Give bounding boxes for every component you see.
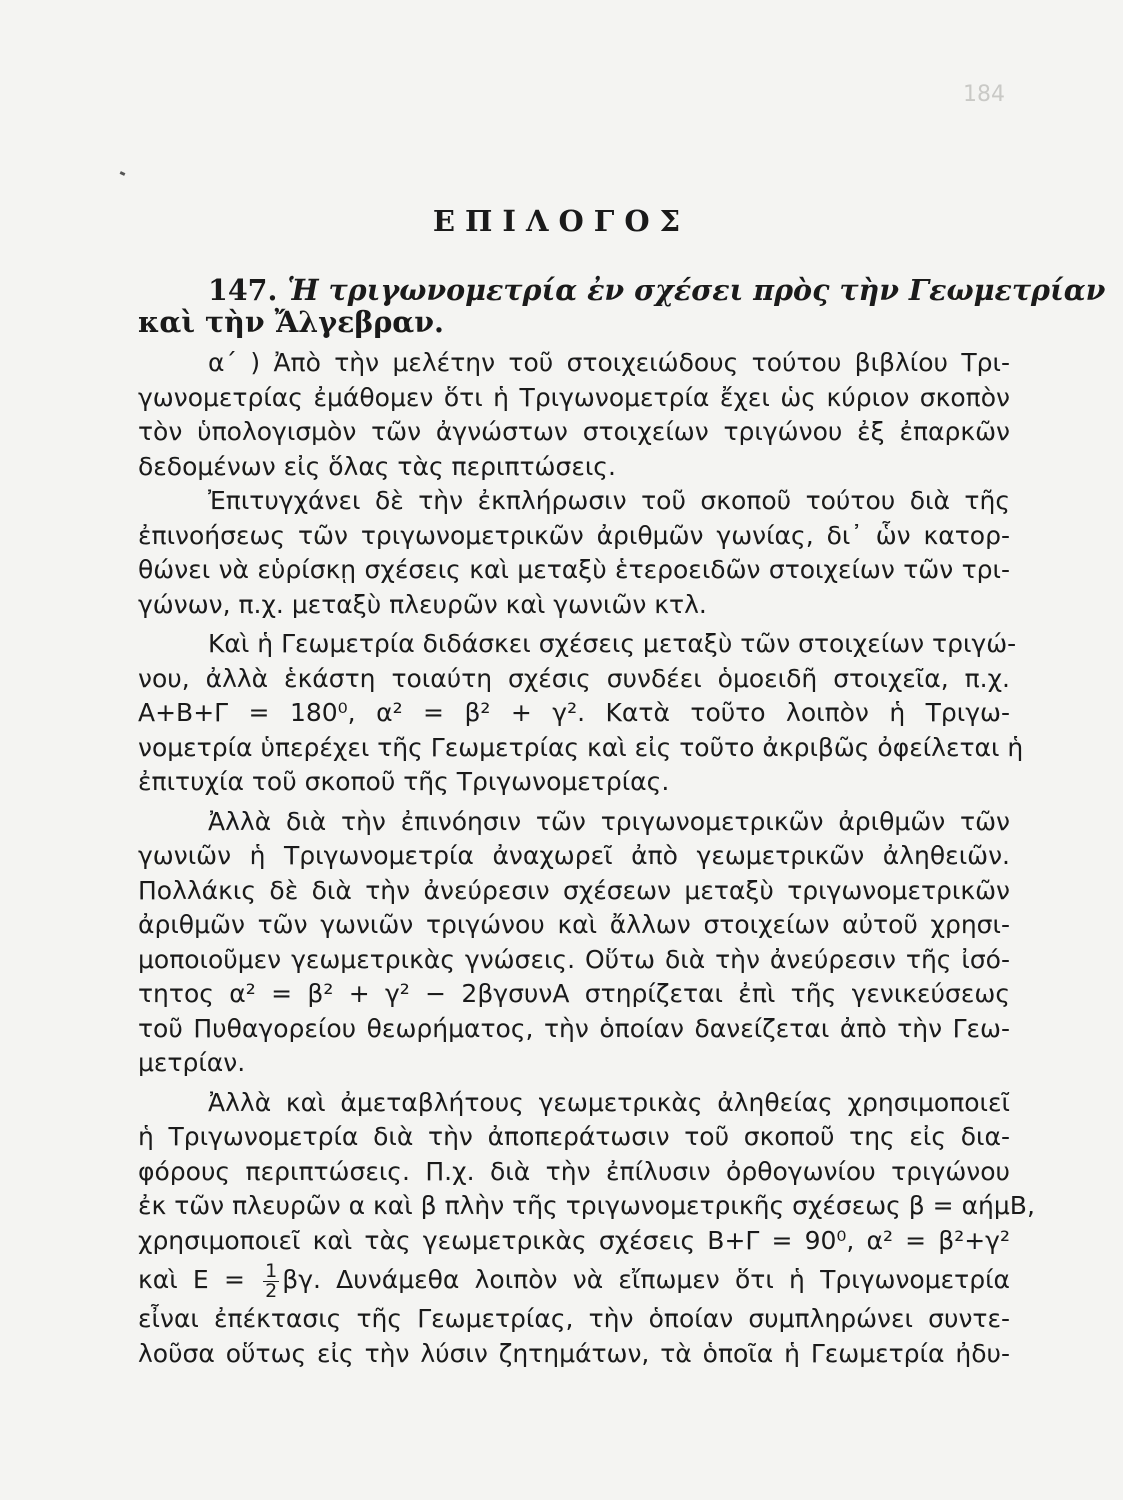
section-title-part-1: Ἡ τριγωνομετρία ἐν σχέσει πρὸς τὴν Γεωμετρίαν [287, 273, 1106, 307]
formula-prefix: καὶ Ε = [138, 1265, 245, 1294]
text-line: νου, ἀλλὰ ἑκάστη τοιαύτη σχέσις συνδέει ὁμοειδῆ στοιχεῖα, π.χ. [138, 663, 1010, 693]
text-line: μοποιοῦμεν γεωμετρικὰς γνώσεις. Οὕτω διὰ τὴν ἀνεύρεσιν τῆς ἰσό- [138, 944, 1010, 974]
text-line: εἶναι ἐπέκτασις τῆς Γεωμετρίας, τὴν ὁποίαν συμπληρώνει συντε- [138, 1304, 1010, 1333]
text-line: Πολλάκις δὲ διὰ τὴν ἀνεύρεσιν σχέσεων μεταξὺ τριγωνομετρικῶν [138, 875, 1010, 905]
section-number: 147. [208, 273, 278, 307]
text-line: χρησιμοποιεῖ καὶ τὰς γεωμετρικὰς σχέσεις Β+Γ = 90⁰, α² = β²+γ² [138, 1225, 1010, 1255]
body-text [138, 346, 1035, 1371]
text-line: ἀριθμῶν τῶν γωνιῶν τριγώνου καὶ ἄλλων στοιχείων αὐτοῦ χρησι- [138, 910, 1010, 939]
text-line: Ἀλλὰ καὶ ἀμεταβλήτους γεωμετρικὰς ἀληθείας χρησιμοποιεῖ [208, 1087, 1010, 1117]
text-line: τὸν ὑπολογισμὸν τῶν ἀγνώστων στοιχείων τριγώνου ἐξ ἐπαρκῶν [138, 417, 1010, 446]
text-line: ἐπιτυχία τοῦ σκοποῦ τῆς Τριγωνομετρίας. [138, 767, 670, 796]
section-heading [138, 273, 1106, 339]
text-line: τοῦ Πυθαγορείου θεωρήματος, τὴν ὁποίαν δανείζεται ἀπὸ τὴν Γεω- [138, 1013, 1010, 1043]
text-line: Καὶ ἡ Γεωμετρία διδάσκει σχέσεις μεταξὺ τῶν στοιχείων τριγώ- [208, 629, 1017, 658]
text-line: Α+Β+Γ = 180⁰, α² = β² + γ². Κατὰ τοῦτο λοιπὸν ἡ Τριγω- [138, 698, 1010, 727]
text-line: ἡ Τριγωνομετρία διὰ τὴν ἀποπεράτωσιν τοῦ σκοποῦ της εἰς δια- [138, 1122, 1010, 1151]
text-line: γωνομετρίας ἐμάθομεν ὅτι ἡ Τριγωνομετρία ἔχει ὡς κύριον σκοπὸν [138, 382, 1010, 412]
text-line: τητος α² = β² + γ² − 2βγσυνΑ στηρίζεται ἐπὶ τῆς γενικεύσεως [138, 979, 1010, 1008]
text-line: λοῦσα οὕτως εἰς τὴν λύσιν ζητημάτων, τὰ ὁποῖα ἡ Γεωμετρία ἠδυ- [138, 1338, 1010, 1368]
text-line: ἐπινοήσεως τῶν τριγωνομετρικῶν ἀριθμῶν γωνίας, δι᾽ ὧν κατορ- [138, 520, 1010, 550]
text-line: γωνιῶν ἡ Τριγωνομετρία ἀναχωρεῖ ἀπὸ γεωμετρικῶν ἀληθειῶν. [138, 841, 1010, 870]
text-line: γώνων, π.χ. μεταξὺ πλευρῶν καὶ γωνιῶν κτλ. [138, 589, 707, 619]
text-line: θώνει νὰ εὑρίσκῃ σχέσεις καὶ μεταξὺ ἑτεροειδῶν στοιχείων τῶν τρι- [138, 555, 1010, 584]
text-line: α΄ ) Ἀπὸ τὴν μελέτην τοῦ στοιχειώδους τούτου βιβλίου Τρι- [208, 348, 1010, 377]
text-line: ἐκ τῶν πλευρῶν α καὶ β πλὴν τῆς τριγωνομετρικῆς σχέσεως β = αήμΒ, [138, 1191, 1035, 1220]
text-line: μετρίαν. [138, 1048, 246, 1077]
chapter-title: ΕΠΙΛΟΓΟΣ [432, 204, 691, 238]
fraction-one-half [263, 1259, 279, 1302]
text-line: νομετρία ὑπερέχει τῆς Γεωμετρίας καὶ εἰς τοῦτο ἀκριβῶς ὀφείλεται ἡ [138, 732, 1024, 762]
stray-ink-mark [120, 171, 126, 176]
page-number: 184 [963, 82, 1005, 107]
formula-line [138, 1258, 1010, 1302]
section-heading-line-1 [138, 273, 1106, 307]
text-line: φόρους περιπτώσεις. Π.χ. διὰ τὴν ἐπίλυσιν ὀρθογωνίου τριγώνου [138, 1156, 1010, 1186]
text-line: Ἀλλὰ διὰ τὴν ἐπινόησιν τῶν τριγωνομετρικῶν ἀριθμῶν τῶν [208, 806, 1010, 836]
section-title-part-2: καὶ τὴν Ἄλγεβραν. [138, 305, 444, 339]
text-line: δεδομένων εἰς ὅλας τὰς περιπτώσεις. [138, 451, 616, 481]
fraction-denominator: 2 [265, 1279, 278, 1302]
fraction-numerator: 1 [265, 1259, 278, 1282]
text-line: Ἐπιτυγχάνει δὲ τὴν ἐκπλήρωσιν τοῦ σκοποῦ τούτου διὰ τῆς [208, 486, 1010, 515]
formula-suffix: βγ. Δυνάμεθα λοιπὸν νὰ εἴπωμεν ὅτι ἡ Τριγωνομετρία [282, 1265, 1011, 1294]
